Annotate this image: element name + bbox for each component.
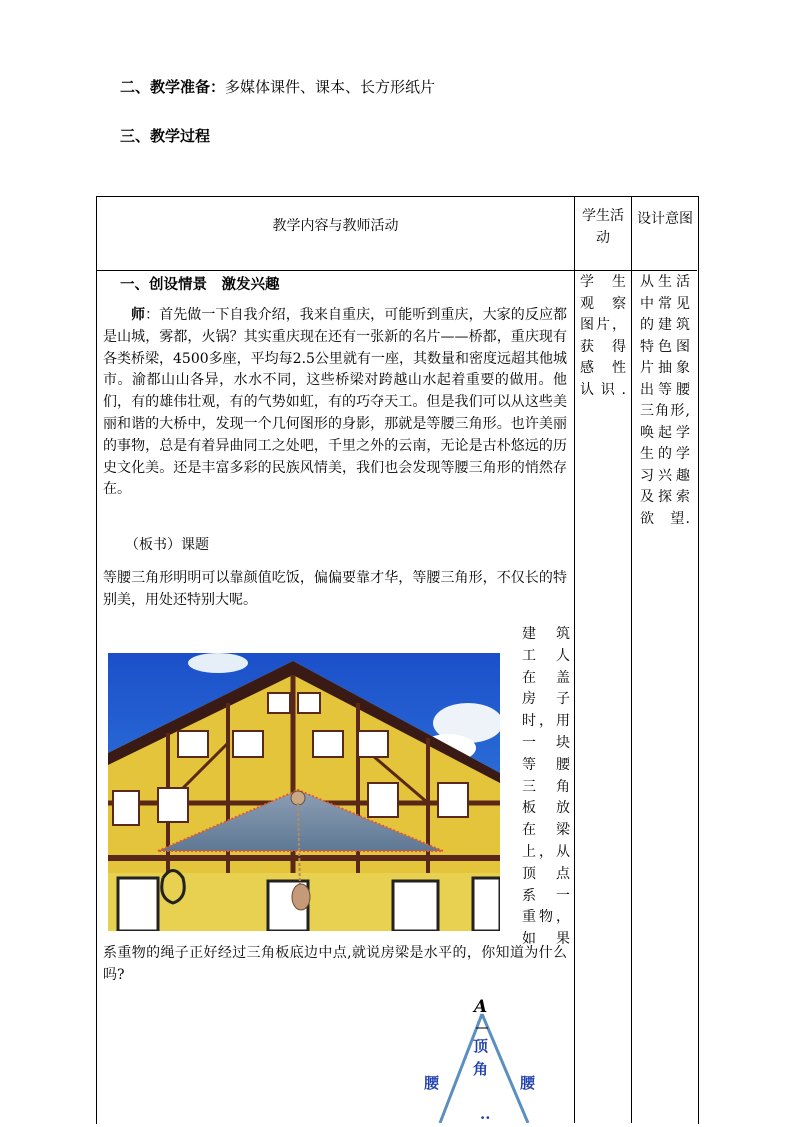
teacher-label: 师 (131, 307, 146, 323)
design-intent-line: 生的学 (640, 446, 690, 462)
design-intent-line: 的建筑 (640, 317, 690, 333)
design-intent-line: 片抽象 (640, 360, 690, 376)
side-text-line: 上，从 (522, 843, 570, 860)
design-intent-line: 习兴趣 (640, 467, 690, 484)
intro-paragraph (103, 305, 567, 501)
question-paragraph: 系重物的绳子正好经过三角板底边中点,就说房梁是水平的，你知道为什么吗? (103, 945, 567, 983)
header-content: 教学内容与教师活动 (272, 218, 399, 234)
design-intent-line: 欲 望. (640, 510, 690, 527)
student-activity-text (580, 272, 626, 401)
table-header-divider (96, 270, 697, 271)
apex-label-1: 顶 (473, 1037, 489, 1055)
design-intent-line: 中常见 (640, 295, 690, 312)
leg-label-right: 腰 (520, 1074, 536, 1092)
wrapped-side-text (522, 624, 570, 951)
design-intent-line: 特色图 (640, 338, 690, 355)
side-text-line: 在 盖 (522, 669, 570, 686)
building-photo (108, 653, 500, 931)
design-intent-line: 出等腰 (640, 381, 690, 398)
design-intent-line: 及探索 (640, 489, 690, 505)
section-2-heading (120, 76, 435, 97)
side-text-line: 在 梁 (522, 822, 570, 839)
table-divider-2 (631, 196, 632, 1123)
student-activity-line: 感 性 (580, 360, 626, 376)
svg-text:··: ·· (480, 1109, 491, 1123)
side-text-line: 房 子 (522, 691, 570, 708)
side-text-line: 如 果 (522, 931, 570, 948)
student-activity-line: 学 生 (580, 274, 626, 290)
student-activity-line: 获 得 (580, 338, 626, 355)
vertex-label: A (474, 997, 488, 1017)
design-intent-line: 从生活 (640, 274, 690, 290)
apex-label-2: 角 (473, 1060, 489, 1078)
header-student-activity: 学生活动 (582, 208, 624, 246)
section-title: 一、创设情景 激发兴趣 (120, 277, 280, 293)
isosceles-triangle-diagram (400, 990, 570, 1123)
side-text-line: 时，用 (522, 713, 570, 730)
side-text-line: 顶 点 (522, 865, 570, 882)
section-3-heading: 三、教学过程 (120, 127, 211, 145)
design-intent-line: 唤起学 (640, 424, 690, 441)
side-text-line: 板 放 (522, 800, 570, 817)
intro-text: ：首先做一下自我介绍，我来自重庆，可能听到重庆，大家的反应都是山城，雾都，火锅？其实重庆现在还有一张新的名片——桥都，重庆现有各类桥梁，4500多座，平均每2.5公里就有一座，其数量和密度远超其他城市。渝都山山各异，水水不同，这些桥梁对跨越山水起着重要的做用。他们，有的雄伟壮观，有的气势如虹，有的巧夺天工。但是我们可以从这些美丽和谐的大桥中，发现一个几何图形的身影，那就是等腰三角形。也许美丽的事物，总是有着异曲同工之处吧，千里之外的云南，无论是古朴悠远的历史文化美。还是丰富多彩的民族风情美，我们也会发现等腰三角形的悄然存在。 (103, 307, 568, 498)
beauty-paragraph: 等腰三角形明明可以靠颜值吃饭，偏偏要靠才华，等腰三角形，不仅长的特别美，用处还特别大呢。 (103, 570, 567, 608)
student-activity-line: 认识. (580, 381, 626, 398)
side-text-line: 一 块 (522, 734, 570, 751)
student-activity-line: 观 察 (580, 295, 626, 312)
leg-label-left: 腰 (424, 1074, 440, 1092)
side-text-line: 重物， (522, 909, 570, 926)
design-intent-text (640, 272, 690, 530)
table-divider-1 (574, 196, 575, 1123)
design-intent-line: 三角形, (640, 403, 690, 419)
side-text-line: 系 一 (522, 887, 570, 904)
header-design-intent: 设计意图 (637, 211, 693, 227)
side-text-line: 等 腰 (522, 756, 570, 773)
section-2-label: 二、教学准备： (120, 78, 226, 96)
board-note: （板书）课题 (125, 537, 209, 553)
side-text-line: 工 人 (522, 647, 570, 664)
section-2-text: 多媒体课件、课本、长方形纸片 (225, 78, 436, 96)
side-text-line: 建 筑 (522, 626, 570, 642)
student-activity-line: 图片， (580, 317, 626, 333)
side-text-line: 三 角 (522, 778, 570, 795)
